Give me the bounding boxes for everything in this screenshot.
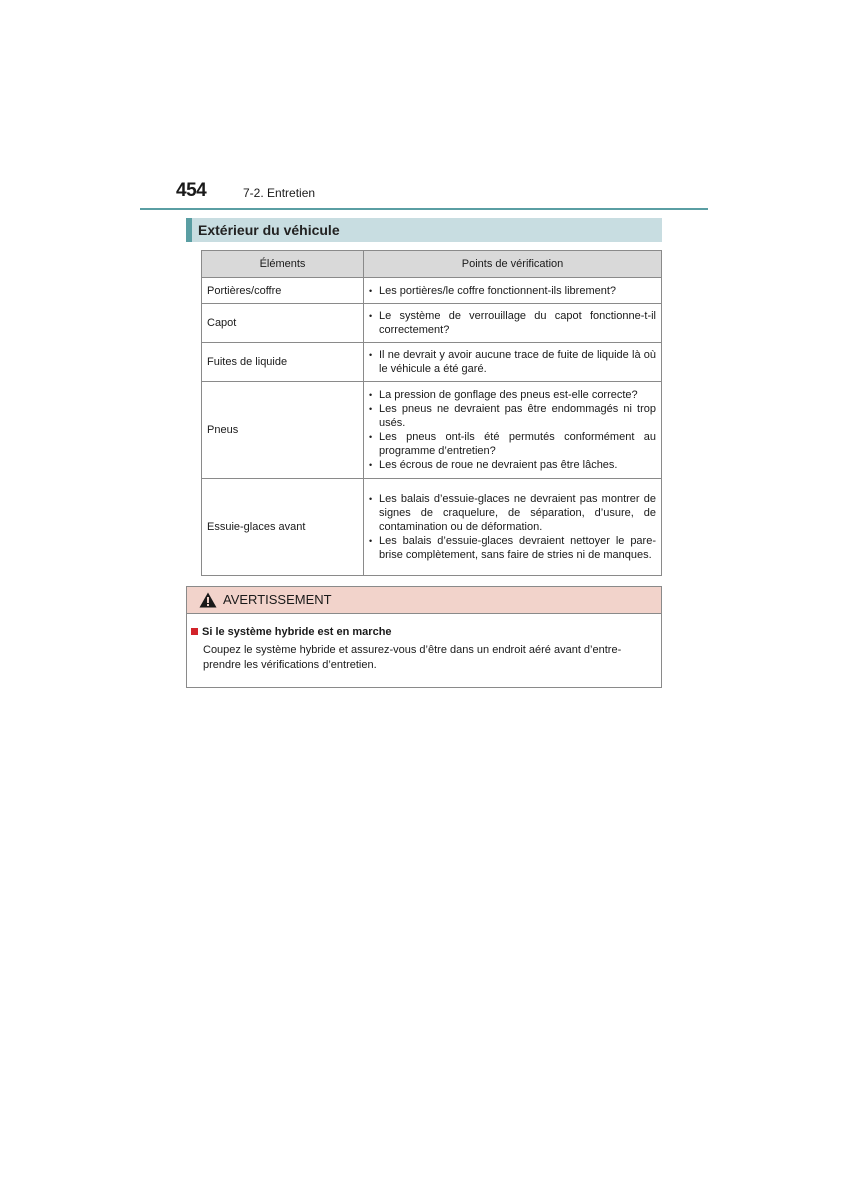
warning-triangle-icon bbox=[199, 592, 217, 608]
warning-label: AVERTISSEMENT bbox=[223, 592, 332, 607]
chapter-title: 7-2. Entretien bbox=[243, 186, 316, 200]
row-points bbox=[364, 278, 662, 304]
red-square-bullet-icon bbox=[191, 628, 198, 635]
row-item: Fuites de liquide bbox=[202, 343, 364, 382]
check-point: • Les pneus ne devraient pas être endommagés ni trop usés. bbox=[369, 402, 656, 430]
table-row bbox=[202, 479, 662, 576]
check-point: • Les balais d’essuie-glaces devraient nettoyer le pare-brise complètement, sans faire de stries ni de manques. bbox=[369, 534, 656, 562]
table-row bbox=[202, 278, 662, 304]
warning-subheading bbox=[191, 626, 392, 638]
row-item: Pneus bbox=[202, 382, 364, 479]
warning-subheading-text: Si le système hybride est en marche bbox=[202, 626, 392, 638]
row-points bbox=[364, 479, 662, 576]
column-header-items: Éléments bbox=[202, 251, 364, 278]
inspection-table bbox=[201, 250, 662, 576]
table-row bbox=[202, 343, 662, 382]
page-header bbox=[140, 180, 708, 210]
check-point: • La pression de gonflage des pneus est-elle correcte? bbox=[369, 388, 656, 402]
warning-header bbox=[187, 587, 661, 614]
check-point: • Les balais d’essuie-glaces ne devraient pas montrer de signes de craquelure, de séparation, d’usure, de contamination ou de déformation. bbox=[369, 492, 656, 534]
section-heading bbox=[186, 218, 662, 242]
row-points bbox=[364, 382, 662, 479]
section-title-text: Extérieur du véhicule bbox=[198, 222, 340, 238]
row-item: Essuie-glaces avant bbox=[202, 479, 364, 576]
row-item: Portières/coffre bbox=[202, 278, 364, 304]
check-point: • Il ne devrait y avoir aucune trace de fuite de liquide là où le véhicule a été garé. bbox=[369, 348, 656, 376]
check-point: • Les pneus ont-ils été permutés conformément au programme d’entretien? bbox=[369, 430, 656, 458]
row-points bbox=[364, 304, 662, 343]
table-row bbox=[202, 304, 662, 343]
page-number: 454 bbox=[176, 180, 207, 201]
column-header-points: Points de vérification bbox=[364, 251, 662, 278]
row-points bbox=[364, 343, 662, 382]
row-item: Capot bbox=[202, 304, 364, 343]
warning-body-text: Coupez le système hybride et assurez-vous d’être dans un endroit aéré avant d’entre-prendre les vérifications d’entretien. bbox=[203, 644, 622, 671]
check-point: • Le système de verrouillage du capot fonctionne-t-il correctement? bbox=[369, 309, 656, 337]
table-header-row bbox=[202, 251, 662, 278]
table-row bbox=[202, 382, 662, 479]
check-point: • Les portières/le coffre fonctionnent-ils librement? bbox=[369, 284, 656, 298]
check-point: • Les écrous de roue ne devraient pas être lâches. bbox=[369, 458, 656, 472]
warning-box bbox=[186, 586, 662, 688]
